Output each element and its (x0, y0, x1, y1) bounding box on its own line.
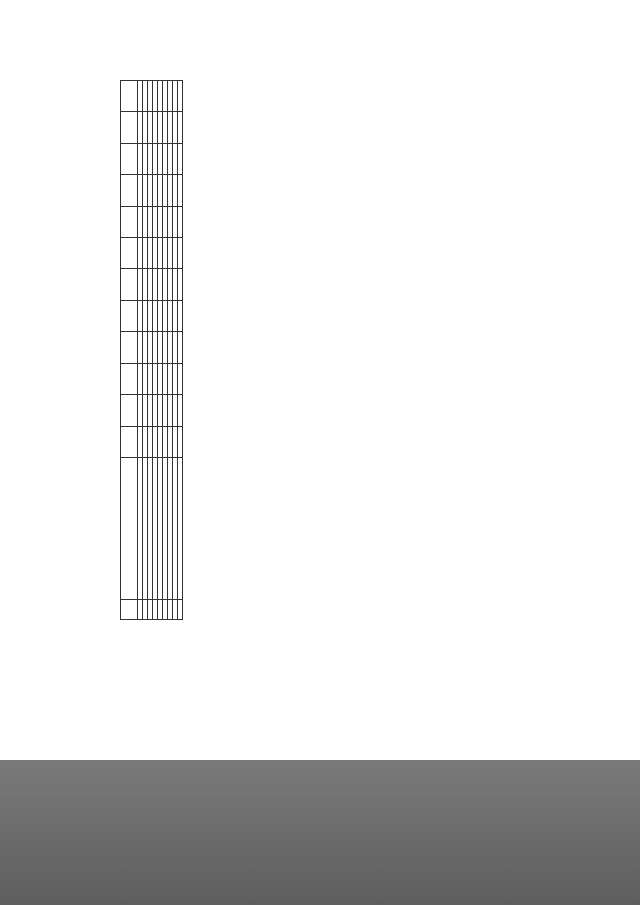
value-cell (178, 175, 183, 206)
description-cell (178, 457, 183, 599)
column-header (121, 81, 138, 112)
column-header (121, 143, 138, 174)
column-header (121, 238, 138, 269)
table-row (178, 81, 183, 620)
rotated-table-container (120, 80, 640, 620)
column-header (121, 175, 138, 206)
column-header (121, 112, 138, 143)
value-cell (178, 112, 183, 143)
value-cell (178, 143, 183, 174)
table-body (138, 81, 183, 620)
value-cell (178, 269, 183, 300)
column-header (121, 206, 138, 237)
column-header (121, 395, 138, 426)
value-cell (178, 81, 183, 112)
value-cell (178, 238, 183, 269)
value-cell (178, 363, 183, 394)
value-cell (178, 426, 183, 457)
scan-background (0, 760, 640, 905)
column-header (121, 269, 138, 300)
column-header (121, 426, 138, 457)
value-cell (178, 395, 183, 426)
value-cell (178, 332, 183, 363)
column-header (121, 457, 138, 599)
table-header-row (121, 81, 138, 620)
data-table (120, 80, 183, 620)
value-cell (178, 206, 183, 237)
column-header (121, 332, 138, 363)
value-cell (178, 300, 183, 331)
column-header (121, 363, 138, 394)
column-header (121, 599, 138, 619)
column-header (121, 300, 138, 331)
row-number-cell (178, 599, 183, 619)
